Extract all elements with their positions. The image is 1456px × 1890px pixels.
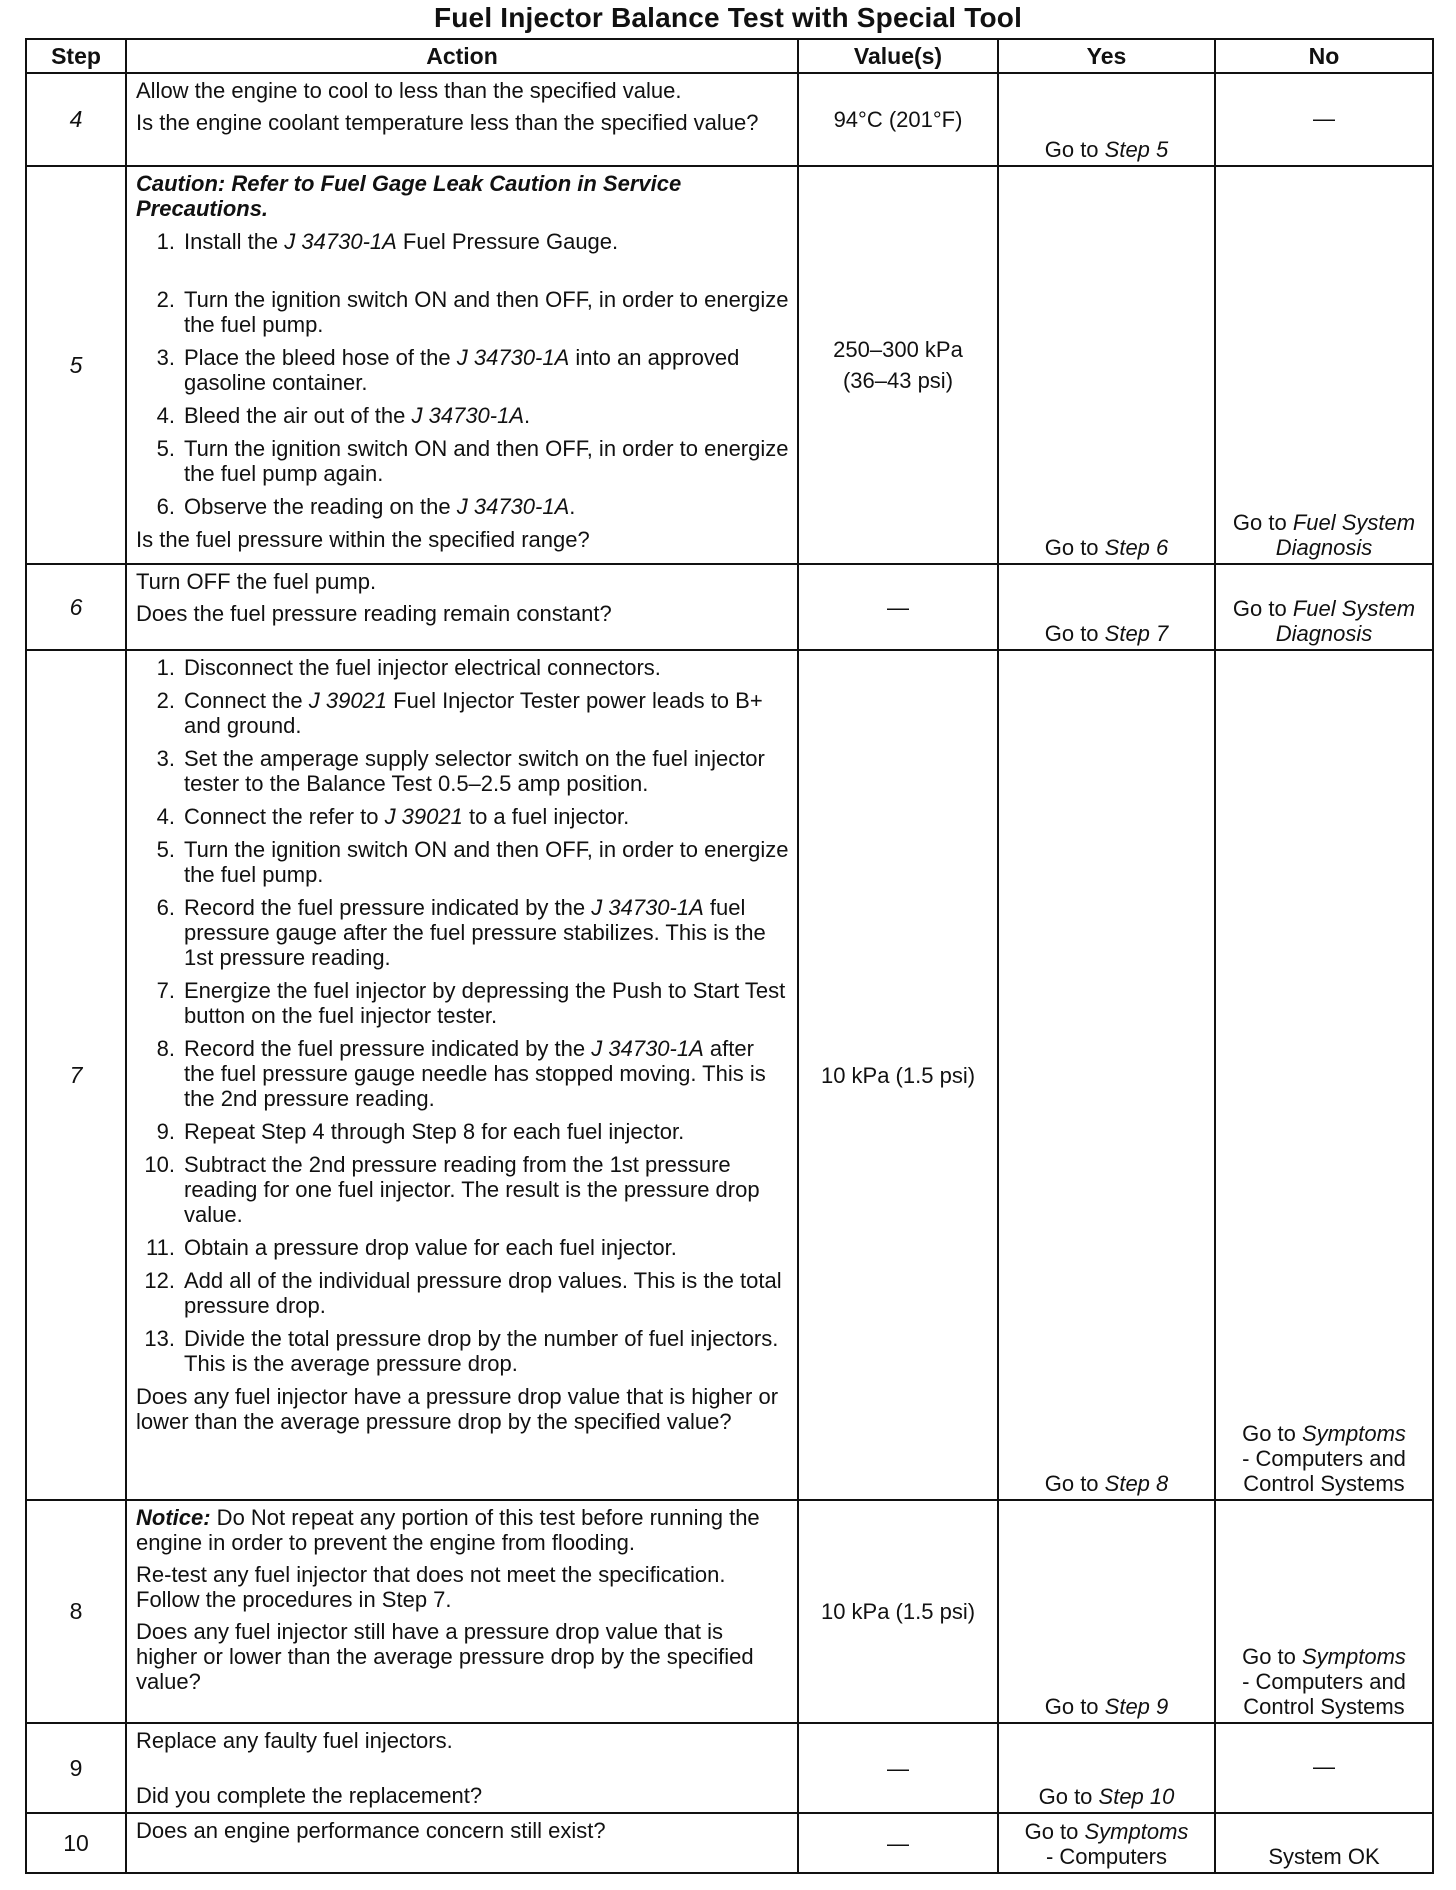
no-cell: Go to Fuel System Diagnosis	[1215, 564, 1433, 650]
action-text: Turn OFF the fuel pump.	[136, 569, 377, 594]
step-number: 9	[26, 1723, 126, 1813]
no-cell: System OK	[1215, 1813, 1433, 1873]
no-ref-suffix: - Computers and Control Systems	[1242, 1669, 1406, 1719]
action-question: Does an engine performance concern still exist?	[136, 1818, 606, 1843]
action-question: Is the fuel pressure within the specified range?	[136, 527, 590, 552]
value-cell	[798, 166, 998, 564]
step-number: 7	[26, 650, 126, 1500]
value-cell: —	[798, 1723, 998, 1813]
value-cell: —	[798, 1813, 998, 1873]
action-text: Allow the engine to cool to less than the specified value.	[136, 78, 682, 103]
list-item: 13. Divide the total pressure drop by the number of fuel injectors. This is the average pressure drop.	[144, 1326, 779, 1376]
step-number: 6	[26, 564, 126, 650]
table-row-step-4	[26, 73, 1433, 166]
table-row-step-7	[26, 650, 1433, 1500]
action-cell	[126, 1813, 798, 1873]
header-no: No	[1215, 39, 1433, 73]
action-question: Is the engine coolant temperature less than the specified value?	[136, 110, 759, 135]
diagnostic-table	[25, 38, 1434, 1874]
procedure-list	[136, 655, 789, 1376]
action-cell	[126, 1723, 798, 1813]
list-item: 2. Connect the J 39021 Fuel Injector Tester power leads to B+ and ground.	[156, 688, 763, 738]
step-number: 8	[26, 1500, 126, 1723]
table-row-step-6	[26, 564, 1433, 650]
yes-step-ref: Step 10	[1098, 1784, 1175, 1809]
step-number: 5	[26, 166, 126, 564]
yes-step-ref: Step 6	[1104, 535, 1169, 560]
action-cell	[126, 564, 798, 650]
list-item: 12. Add all of the individual pressure drop values. This is the total pressure drop.	[144, 1268, 782, 1318]
yes-step-ref: Step 8	[1104, 1471, 1169, 1496]
yes-step-ref: Step 7	[1104, 621, 1169, 646]
header-action: Action	[126, 39, 798, 73]
list-item: 5. Turn the ignition switch ON and then OFF, in order to energize the fuel pump again.	[156, 436, 789, 486]
no-ref: Symptoms	[1302, 1421, 1406, 1446]
list-item: 3. Place the bleed hose of the J 34730-1A into an approved gasoline container.	[156, 345, 740, 395]
list-item: 10. Subtract the 2nd pressure reading from the 1st pressure reading for one fuel injector. The result is the pressure drop value.	[144, 1152, 760, 1227]
value-range-kpa: 250–300 kPa	[833, 337, 963, 362]
yes-step-ref: Step 9	[1104, 1694, 1169, 1719]
value-cell: 10 kPa (1.5 psi)	[798, 1500, 998, 1723]
table-row-step-9	[26, 1723, 1433, 1813]
no-cell: Go to Symptoms - Computers and Control Systems	[1215, 650, 1433, 1500]
no-ref-suffix: - Computers and Control Systems	[1242, 1446, 1406, 1496]
header-row	[26, 39, 1433, 73]
action-text: Replace any faulty fuel injectors.	[136, 1728, 453, 1753]
procedure-list	[136, 229, 789, 519]
list-item: 1. Install the J 34730-1A Fuel Pressure Gauge.	[156, 229, 619, 254]
list-item: 9. Repeat Step 4 through Step 8 for each fuel injector.	[156, 1119, 685, 1144]
yes-cell: Go to Step 10	[998, 1723, 1215, 1813]
table-row-step-10	[26, 1813, 1433, 1873]
step-number: 10	[26, 1813, 126, 1873]
yes-cell: Go to Step 6	[998, 166, 1215, 564]
yes-cell: Go to Symptoms - Computers	[998, 1813, 1215, 1873]
yes-ref-suffix: - Computers	[1045, 1844, 1168, 1869]
step-number: 4	[26, 73, 126, 166]
yes-cell: Go to Step 7	[998, 564, 1215, 650]
list-item: 5. Turn the ignition switch ON and then OFF, in order to energize the fuel pump.	[156, 837, 789, 887]
list-item: 6. Record the fuel pressure indicated by the J 34730-1A fuel pressure gauge after the fuel pressure stabilizes. This is the 1st pressure reading.	[156, 895, 766, 970]
action-question: Does any fuel injector still have a pressure drop value that is higher or lower than the average pressure drop by the specified value?	[136, 1619, 754, 1694]
action-question: Does the fuel pressure reading remain constant?	[136, 601, 612, 626]
value-cell: —	[798, 564, 998, 650]
list-item: 8. Record the fuel pressure indicated by the J 34730-1A after the fuel pressure gauge needle has stopped moving. This is the 2nd pressure reading.	[156, 1036, 766, 1111]
yes-cell: Go to Step 8	[998, 650, 1215, 1500]
action-cell	[126, 73, 798, 166]
no-cell: —	[1215, 1723, 1433, 1813]
value-cell: 10 kPa (1.5 psi)	[798, 650, 998, 1500]
action-question: Does any fuel injector have a pressure drop value that is higher or lower than the average pressure drop by the specified value?	[136, 1384, 779, 1434]
list-item: 6. Observe the reading on the J 34730-1A.	[156, 494, 576, 519]
action-question: Did you complete the replacement?	[136, 1783, 483, 1808]
yes-cell: Go to Step 9	[998, 1500, 1215, 1723]
no-cell: Go to Symptoms - Computers and Control Systems	[1215, 1500, 1433, 1723]
page-title: Fuel Injector Balance Test with Special Tool	[433, 2, 1023, 33]
list-item: 11. Obtain a pressure drop value for each fuel injector.	[146, 1235, 677, 1260]
no-cell: Go to Fuel System Diagnosis	[1215, 166, 1433, 564]
notice-note: Notice: Do Not repeat any portion of this test before running the engine in order to prevent the engine from flooding.	[136, 1505, 760, 1555]
yes-cell: Go to Step 5	[998, 73, 1215, 166]
header-values: Value(s)	[798, 39, 998, 73]
no-cell: —	[1215, 73, 1433, 166]
yes-step-ref: Symptoms	[1084, 1819, 1189, 1844]
action-cell	[126, 650, 798, 1500]
table-row-step-8	[26, 1500, 1433, 1723]
list-item: 1. Disconnect the fuel injector electrical connectors.	[156, 655, 661, 680]
header-step: Step	[26, 39, 126, 73]
value-range-psi: (36–43 psi)	[842, 368, 954, 393]
no-ref: Symptoms	[1302, 1644, 1406, 1669]
list-item: 4. Connect the refer to J 39021 to a fuel injector.	[156, 804, 630, 829]
list-item: 3. Set the amperage supply selector switch on the fuel injector tester to the Balance Test 0.5–2.5 amp position.	[156, 746, 765, 796]
list-item: 4. Bleed the air out of the J 34730-1A.	[156, 403, 531, 428]
list-item: 7. Energize the fuel injector by depressing the Push to Start Test button on the fuel injector tester.	[156, 978, 786, 1028]
value-cell: 94°C (201°F)	[798, 73, 998, 166]
action-cell	[126, 166, 798, 564]
caution-note: Caution: Refer to Fuel Gage Leak Caution in Service Precautions.	[136, 171, 682, 221]
no-ref: Fuel System Diagnosis	[1275, 510, 1416, 560]
yes-step-ref: Step 5	[1104, 137, 1169, 162]
action-text: Re-test any fuel injector that does not meet the specification. Follow the procedures in Step 7.	[136, 1562, 726, 1612]
action-cell	[126, 1500, 798, 1723]
header-yes: Yes	[998, 39, 1215, 73]
list-item: 2. Turn the ignition switch ON and then OFF, in order to energize the fuel pump.	[156, 287, 789, 337]
table-row-step-5	[26, 166, 1433, 564]
no-ref: Fuel System Diagnosis	[1275, 596, 1416, 646]
